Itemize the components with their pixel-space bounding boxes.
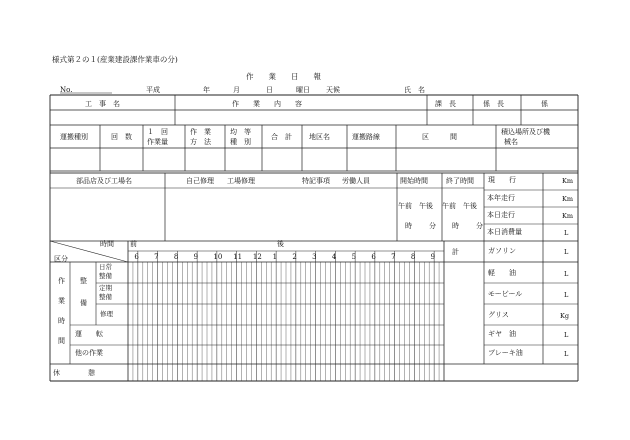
- district-header: 地区名: [309, 133, 330, 141]
- end-hour-label: 時: [452, 222, 459, 230]
- work-label-2: 業: [58, 297, 65, 305]
- pm-label: 後: [277, 240, 284, 248]
- parts-store-header: 部品店及び工場名: [76, 177, 132, 185]
- today-mileage-label: 本日走行: [487, 211, 515, 219]
- type-header: 種 別: [230, 138, 251, 146]
- driving-label: 運 転: [75, 330, 103, 338]
- fuel-diesel: 軽 油: [488, 269, 516, 277]
- subsection-chief-header: 係 長: [483, 100, 504, 108]
- route-header: 運搬路線: [352, 133, 380, 141]
- day-label: 日: [266, 86, 273, 94]
- count-header: 回 数: [111, 133, 132, 141]
- hour-label: 5: [351, 253, 357, 261]
- work-content-header: 作 業 内 容: [232, 100, 302, 108]
- factory-repair-header: 工場修理: [227, 177, 255, 185]
- category-header: 区分: [54, 255, 68, 263]
- work-volume-header: 作業量: [147, 138, 168, 146]
- unit-km: Km: [562, 177, 574, 185]
- hour-label: 6: [371, 253, 376, 261]
- hour-label: 2: [292, 253, 297, 261]
- fuel-grease: グリス: [488, 311, 509, 319]
- page-title: 作 業 日 報: [246, 72, 321, 81]
- total-header: 合 計: [271, 133, 292, 141]
- start-am-pm: 午前 午後: [398, 202, 433, 210]
- end-minute-label: 分: [476, 222, 483, 230]
- hour-label: 10: [213, 253, 223, 261]
- fuel-mobil: モービール: [488, 290, 523, 298]
- hour-label: 6: [134, 253, 139, 261]
- today-consumption-label: 本日消費量: [487, 228, 522, 236]
- current-mileage-label: 現 行: [488, 176, 516, 184]
- repair-label: 修理: [100, 310, 113, 318]
- special-notes-header: 特記事項: [302, 177, 330, 185]
- section-range-header: 区 間: [422, 133, 457, 141]
- fuel-brake-oil: ブレーキ油: [488, 349, 523, 357]
- hour-label: 4: [331, 253, 337, 261]
- self-repair-header: 自己修理: [186, 177, 214, 185]
- staff-header: 係: [541, 100, 548, 108]
- work-label-1: 作: [58, 277, 65, 285]
- section-chief-header: 課 長: [435, 100, 456, 108]
- unit-km: Km: [562, 212, 574, 220]
- hour-label: 8: [410, 253, 416, 261]
- weekday-label: 曜日: [296, 86, 310, 94]
- one-time-header: １ 回: [147, 128, 168, 136]
- rest-label: 休 憩: [53, 369, 95, 377]
- weather-label: 天候: [326, 86, 340, 94]
- ytd-mileage-label: 本年走行: [487, 194, 515, 202]
- work-label-4: 間: [58, 337, 65, 345]
- machine-name-header: 械名: [504, 138, 518, 146]
- fuel-unit: L: [564, 291, 569, 299]
- unit-km: Km: [562, 195, 574, 203]
- fuel-unit: L: [564, 248, 569, 256]
- fuel-gear-oil: ギヤ 油: [488, 330, 516, 338]
- unit-l: L: [564, 229, 569, 237]
- end-am-pm: 午前 午後: [442, 202, 477, 210]
- daily-maintenance-1: 日常: [99, 263, 112, 271]
- hour-label: 9: [193, 253, 199, 261]
- equal-header: 均 等: [230, 128, 251, 136]
- hour-label: 7: [391, 253, 396, 261]
- hour-label: 8: [173, 253, 179, 261]
- other-work-label: 他の作業: [75, 349, 103, 357]
- workers-header: 労働人員: [342, 177, 370, 185]
- hour-label: 7: [154, 253, 159, 261]
- start-time-header: 開始時間: [400, 177, 428, 185]
- year-label: 年: [203, 86, 210, 94]
- name-label: 氏 名: [404, 86, 425, 94]
- month-label: 月: [233, 86, 240, 94]
- maintenance-label-1: 整: [80, 277, 87, 285]
- report-no-label: No.: [60, 86, 73, 94]
- fuel-unit: L: [564, 270, 569, 278]
- work-label-3: 時: [58, 317, 65, 325]
- periodic-maintenance-2: 整備: [99, 293, 112, 301]
- hour-label: 9: [430, 253, 436, 261]
- periodic-maintenance-1: 定期: [99, 284, 112, 292]
- am-label: 前: [130, 240, 137, 248]
- daily-maintenance-2: 整備: [99, 272, 112, 280]
- total-label: 計: [452, 248, 459, 256]
- hour-label: 3: [312, 253, 317, 261]
- form-number: 様式第２の１(産業建設課作業車の分): [52, 55, 178, 64]
- fuel-unit: Kg: [560, 312, 570, 320]
- start-minute-label: 分: [429, 222, 436, 230]
- fuel-gasoline: ガソリン: [488, 247, 516, 255]
- construction-name-header: 工 事 名: [85, 100, 120, 108]
- era-label: 平成: [146, 86, 160, 94]
- loading-place-header: 積込場所及び機: [501, 128, 550, 136]
- maintenance-label-2: 備: [80, 299, 87, 307]
- method-header: 方 法: [190, 138, 211, 146]
- hour-label: 11: [233, 253, 243, 261]
- fuel-unit: L: [564, 350, 569, 358]
- work-header: 作 業: [190, 128, 211, 136]
- transport-type-header: 運搬種別: [60, 133, 88, 141]
- time-header: 時間: [100, 240, 114, 248]
- hour-label: 1: [272, 253, 278, 261]
- start-hour-label: 時: [405, 222, 412, 230]
- fuel-unit: L: [564, 331, 569, 339]
- hour-label: 12: [252, 253, 262, 261]
- end-time-header: 終了時間: [446, 177, 474, 185]
